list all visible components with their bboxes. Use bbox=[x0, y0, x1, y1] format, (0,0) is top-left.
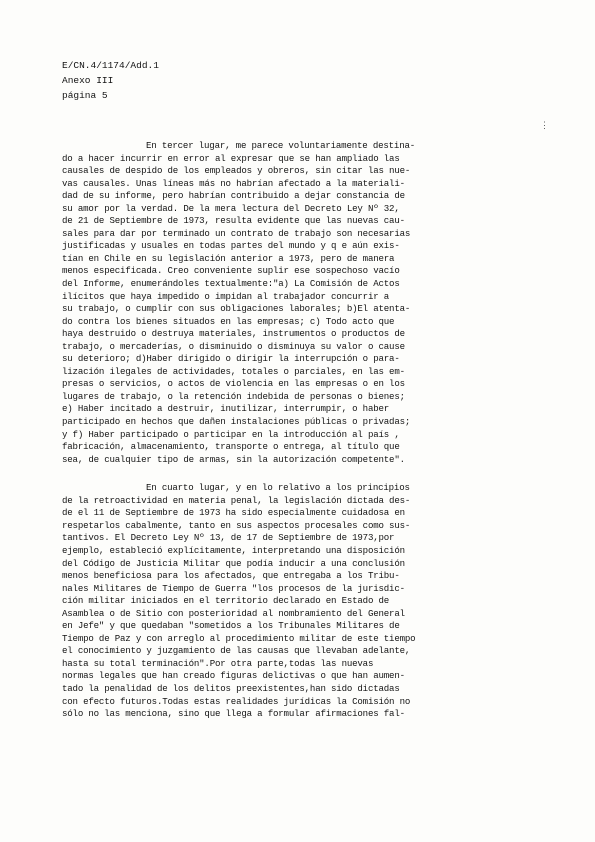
text-line: su deterioro; d)Haber dirigido o dirigir la interrupción o para- bbox=[62, 353, 400, 365]
text-line: de 21 de Septiembre de 1973, resulta evidente que las nuevas cau- bbox=[62, 215, 405, 227]
text-line: do contra los bienes situados en las empresas; c) Todo acto que bbox=[62, 315, 395, 327]
text-line: trabajo, o mercaderías, o disminuido o disminuya su valor o cause bbox=[62, 340, 405, 352]
text-line: normas legales que han creado figuras delictivas o que han aumen- bbox=[62, 670, 405, 682]
document-header bbox=[62, 58, 159, 103]
text-line: dad de su informe, pero habrían contribuido a dejar constancia de bbox=[62, 190, 405, 202]
text-line: con efecto futuros.Todas estas realidades jurídicas la Comisión no bbox=[62, 695, 411, 707]
text-line: e) Haber incitado a destruir, inutilizar, interrumpir, o haber bbox=[62, 403, 390, 415]
text-line: ejemplo, estableció explícitamente, interpretando una disposición bbox=[62, 544, 405, 556]
text-line: lugares de trabajo, o la retención indebida de personas o bienes; bbox=[62, 390, 405, 402]
text-line: ción militar iniciados en el territorio declarado en Estado de bbox=[62, 595, 390, 607]
text-line: del Informe, enumerándoles textualmente:"a) La Comisión de Actos bbox=[62, 278, 400, 290]
text-line: en Jefe" y que quedaban "sometidos a los Tribunales Militares de bbox=[62, 620, 400, 632]
text-line: justificadas y usuales en todas partes del mundo y q e aún exis- bbox=[62, 240, 400, 252]
document-body bbox=[62, 140, 542, 721]
text-line: causales de despido de los empleados y obreros, sin citar las nue- bbox=[62, 165, 411, 177]
text-line: presas o servicios, o actos de violencia en las empresas o en los bbox=[62, 378, 405, 390]
text-line: de la retroactividad en materia penal, la legislación dictada des- bbox=[62, 494, 411, 506]
text-line: su trabajo, o cumplir con sus obligaciones laborales; b)El atenta- bbox=[62, 303, 411, 315]
text-line: el conocimiento y juzgamiento de las causas que llevaban adelante, bbox=[62, 645, 411, 657]
margin-mark: ⋮ bbox=[540, 121, 549, 131]
text-line: tado la penalidad de los delitos preexistentes,han sido dictadas bbox=[62, 682, 400, 694]
text-line: do a hacer incurrir en error al expresar que se han ampliado las bbox=[62, 152, 400, 164]
text-line: sea, de cualquier tipo de armas, sin la autorización competente". bbox=[62, 453, 405, 465]
text-line: Asamblea o de Sitio con posterioridad al nombramiento del General bbox=[62, 607, 405, 619]
text-line: sólo no las menciona, sino que llega a formular afirmaciones fal- bbox=[62, 708, 405, 720]
text-line: ilícitos que haya impedido o impidan al trabajador concurrir a bbox=[62, 290, 390, 302]
paragraph bbox=[62, 482, 542, 720]
text-line: menos beneficiosa para los afectados, que entregaba a los Tribu- bbox=[62, 570, 400, 582]
annex-label: Anexo III bbox=[62, 75, 114, 86]
text-line: y f) Haber participado o participar en la introducción al país , bbox=[62, 428, 400, 440]
text-line: menos especificada. Creo conveniente suplir ese sospechoso vacío bbox=[62, 265, 400, 277]
text-line: participado en hechos que dañen instalaciones públicas o privadas; bbox=[62, 416, 411, 428]
text-line: En cuarto lugar, y en lo relativo a los principios bbox=[146, 482, 410, 494]
paragraph bbox=[62, 140, 542, 466]
text-line: su amor por la verdad. De la mera lectura del Decreto Ley Nº 32, bbox=[62, 202, 400, 214]
text-line: de el 11 de Septiembre de 1973 ha sido especialmente cuidadosa en bbox=[62, 507, 405, 519]
text-line: hasta su total terminación".Por otra parte,todas las nuevas bbox=[62, 657, 374, 669]
text-line: tían en Chile en su legislación anterior a 1973, pero de manera bbox=[62, 252, 395, 264]
text-line: vas causales. Unas líneas más no habrían afectado a la materiali- bbox=[62, 177, 405, 189]
text-line: nales Militares de Tiempo de Guerra "los procesos de la jurisdic- bbox=[62, 582, 405, 594]
text-line: sales para dar por terminado un contrato de trabajo son necesarias bbox=[62, 227, 411, 239]
text-line: del Código de Justicia Militar que podía inducir a una conclusión bbox=[62, 557, 405, 569]
text-line: tantivos. El Decreto Ley Nº 13, de 17 de Septiembre de 1973,por bbox=[62, 532, 395, 544]
text-line: lización ilegales de actividades, totales o parciales, en las em- bbox=[62, 365, 405, 377]
page-number: página 5 bbox=[62, 90, 108, 101]
text-line: Tiempo de Paz y con arreglo al procedimiento militar de este tiempo bbox=[62, 632, 416, 644]
text-line: En tercer lugar, me parece voluntariamente destina- bbox=[146, 140, 416, 151]
document-symbol: E/CN.4/1174/Add.1 bbox=[62, 60, 159, 71]
text-line: fabricación, almacenamiento, transporte o entrega, al título que bbox=[62, 441, 400, 453]
text-line: respetarlos cabalmente, tanto en sus aspectos procesales como sus- bbox=[62, 519, 411, 531]
text-line: haya destruido o destruya materiales, instrumentos o productos de bbox=[62, 328, 405, 340]
